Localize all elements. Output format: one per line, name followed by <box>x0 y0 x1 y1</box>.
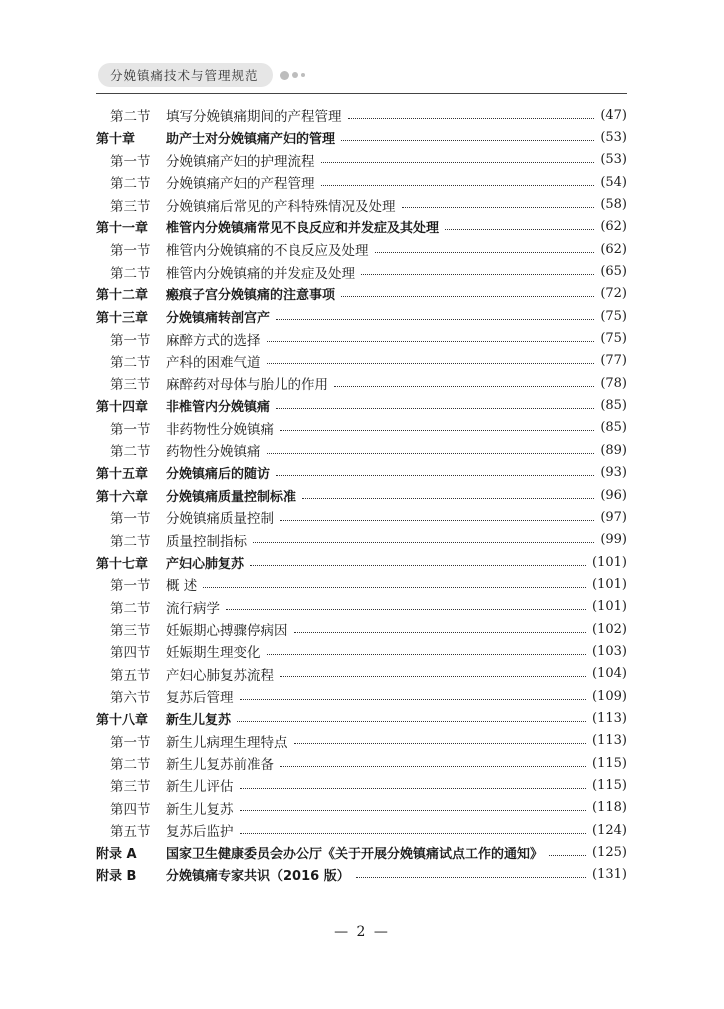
toc-entry-title: 妊娠期生理变化 <box>166 645 261 662</box>
toc-section-entry <box>96 327 627 349</box>
toc-entry-label: 第一节 <box>110 332 151 349</box>
toc-entry-label: 第二节 <box>110 600 151 617</box>
toc-chapter-entry <box>96 305 627 327</box>
toc-dot-leader <box>280 766 586 767</box>
toc-entry-label: 第二节 <box>110 265 151 282</box>
table-of-contents <box>96 104 627 886</box>
toc-dot-leader <box>375 252 595 253</box>
toc-entry-label: 第一节 <box>110 243 151 260</box>
toc-entry-title: 产妇心肺复苏流程 <box>166 667 274 684</box>
toc-section-entry <box>96 260 627 282</box>
toc-dot-leader <box>549 855 586 856</box>
toc-entry-page: (97) <box>600 509 627 525</box>
toc-entry-label: 第六节 <box>110 690 151 707</box>
toc-entry-label: 第十四章 <box>96 400 149 416</box>
toc-chapter-entry <box>96 864 627 886</box>
toc-entry-title: 新生儿复苏前准备 <box>166 757 274 774</box>
toc-entry-title: 新生儿病理生理特点 <box>166 734 288 751</box>
toc-entry-title: 分娩镇痛后常见的产科特殊情况及处理 <box>166 198 396 215</box>
toc-entry-label: 第三节 <box>110 623 151 640</box>
page-number: — 2 — <box>334 924 390 940</box>
toc-entry-page: (77) <box>600 353 627 369</box>
toc-entry-page: (115) <box>592 755 627 771</box>
toc-entry-page: (103) <box>592 643 627 659</box>
toc-entry-page: (102) <box>592 621 627 637</box>
toc-chapter-entry <box>96 484 627 506</box>
toc-entry-page: (109) <box>592 688 627 704</box>
toc-dot-leader <box>250 565 586 566</box>
toc-entry-page: (65) <box>600 264 627 280</box>
toc-dot-leader <box>240 833 587 834</box>
toc-dot-leader <box>237 721 586 722</box>
toc-entry-page: (99) <box>600 532 627 548</box>
toc-entry-page: (54) <box>600 174 627 190</box>
toc-dot-leader <box>402 207 595 208</box>
toc-section-entry <box>96 171 627 193</box>
toc-entry-title: 复苏后监护 <box>166 824 234 841</box>
toc-entry-title: 助产士对分娩镇痛产妇的管理 <box>166 132 336 148</box>
toc-entry-title: 产妇心肺复苏 <box>166 556 245 572</box>
toc-chapter-entry <box>96 283 627 305</box>
toc-dot-leader <box>276 475 594 476</box>
toc-entry-page: (62) <box>600 219 627 235</box>
toc-section-entry <box>96 752 627 774</box>
toc-entry-label: 附录 A <box>96 847 137 863</box>
toc-entry-title: 质量控制指标 <box>166 533 247 550</box>
toc-section-entry <box>96 149 627 171</box>
toc-dot-leader <box>240 699 587 700</box>
toc-dot-leader <box>240 788 587 789</box>
toc-section-entry <box>96 596 627 618</box>
toc-entry-title: 麻醉药对母体与胎儿的作用 <box>166 377 328 394</box>
toc-dot-leader <box>321 185 595 186</box>
toc-chapter-entry <box>96 216 627 238</box>
toc-section-entry <box>96 417 627 439</box>
toc-section-entry <box>96 640 627 662</box>
toc-entry-label: 第四节 <box>110 801 151 818</box>
toc-entry-label: 第十章 <box>96 132 136 148</box>
toc-entry-label: 第一节 <box>110 734 151 751</box>
toc-entry-page: (131) <box>592 867 627 883</box>
toc-section-entry <box>96 104 627 126</box>
toc-entry-page: (96) <box>600 487 627 503</box>
toc-entry-page: (58) <box>600 197 627 213</box>
toc-dot-leader <box>294 743 587 744</box>
toc-section-entry <box>96 350 627 372</box>
header-rule <box>96 93 627 94</box>
toc-entry-label: 第一节 <box>110 511 151 528</box>
toc-dot-leader <box>203 587 586 588</box>
toc-entry-title: 分娩镇痛质量控制 <box>166 511 274 528</box>
toc-dot-leader <box>321 162 595 163</box>
toc-entry-label: 第二节 <box>110 533 151 550</box>
toc-dot-leader <box>280 430 594 431</box>
toc-entry-title: 椎管内分娩镇痛的并发症及处理 <box>166 265 355 282</box>
toc-chapter-entry <box>96 126 627 148</box>
toc-entry-label: 第三节 <box>110 198 151 215</box>
toc-dot-leader <box>267 363 595 364</box>
toc-entry-title: 妊娠期心搏骤停病因 <box>166 623 288 640</box>
toc-dot-leader <box>348 118 595 119</box>
toc-entry-title: 瘢痕子宫分娩镇痛的注意事项 <box>166 288 336 304</box>
toc-entry-page: (78) <box>600 375 627 391</box>
toc-entry-page: (85) <box>600 398 627 414</box>
toc-entry-title: 分娩镇痛后的随访 <box>166 467 271 483</box>
toc-section-entry <box>96 685 627 707</box>
toc-dot-leader <box>341 140 594 141</box>
toc-entry-label: 第一节 <box>110 578 151 595</box>
toc-entry-page: (125) <box>592 845 627 861</box>
toc-entry-label: 第一节 <box>110 153 151 170</box>
toc-entry-page: (75) <box>600 331 627 347</box>
toc-entry-page: (53) <box>600 152 627 168</box>
toc-entry-label: 第二节 <box>110 444 151 461</box>
toc-chapter-entry <box>96 841 627 863</box>
toc-section-entry <box>96 618 627 640</box>
toc-entry-page: (113) <box>592 733 627 749</box>
toc-section-entry <box>96 663 627 685</box>
toc-entry-title: 复苏后管理 <box>166 690 234 707</box>
toc-entry-title: 国家卫生健康委员会办公厅《关于开展分娩镇痛试点工作的通知》 <box>166 847 544 863</box>
toc-entry-page: (75) <box>600 308 627 324</box>
toc-section-entry <box>96 238 627 260</box>
toc-entry-label: 第十六章 <box>96 489 149 505</box>
header-dots-decoration <box>277 71 305 80</box>
toc-chapter-entry <box>96 707 627 729</box>
toc-entry-page: (62) <box>600 241 627 257</box>
toc-section-entry <box>96 730 627 752</box>
toc-entry-title: 椎管内分娩镇痛的不良反应及处理 <box>166 243 369 260</box>
toc-dot-leader <box>356 877 586 878</box>
toc-dot-leader <box>240 810 587 811</box>
toc-entry-page: (72) <box>600 286 627 302</box>
toc-entry-title: 药物性分娩镇痛 <box>166 444 261 461</box>
toc-entry-title: 填写分娩镇痛期间的产程管理 <box>166 109 342 126</box>
running-header-title: 分娩镇痛技术与管理规范 <box>98 63 273 87</box>
toc-entry-label: 第五节 <box>110 824 151 841</box>
toc-entry-title: 概 述 <box>166 578 198 595</box>
toc-entry-title: 新生儿评估 <box>166 779 234 796</box>
toc-entry-label: 第四节 <box>110 645 151 662</box>
toc-chapter-entry <box>96 462 627 484</box>
toc-entry-title: 非椎管内分娩镇痛 <box>166 400 271 416</box>
toc-entry-page: (118) <box>592 800 627 816</box>
toc-dot-leader <box>302 498 594 499</box>
toc-entry-label: 第十一章 <box>96 221 149 237</box>
toc-dot-leader <box>253 542 594 543</box>
toc-dot-leader <box>294 632 587 633</box>
toc-entry-title: 分娩镇痛质量控制标准 <box>166 489 297 505</box>
toc-dot-leader <box>276 408 594 409</box>
toc-chapter-entry <box>96 394 627 416</box>
toc-section-entry <box>96 819 627 841</box>
toc-entry-label: 第二节 <box>110 354 151 371</box>
toc-section-entry <box>96 193 627 215</box>
toc-entry-label: 第十八章 <box>96 712 149 728</box>
toc-entry-title: 分娩镇痛专家共识（2016 版） <box>166 869 350 885</box>
toc-entry-page: (115) <box>592 777 627 793</box>
toc-entry-label: 第十三章 <box>96 310 149 326</box>
toc-entry-title: 分娩镇痛转剖宫产 <box>166 310 271 326</box>
toc-entry-title: 分娩镇痛产妇的护理流程 <box>166 153 315 170</box>
running-header <box>98 62 305 88</box>
toc-entry-label: 第二节 <box>110 176 151 193</box>
toc-entry-label: 第二节 <box>110 109 151 126</box>
toc-dot-leader <box>267 654 587 655</box>
toc-entry-title: 椎管内分娩镇痛常见不良反应和并发症及其处理 <box>166 221 440 237</box>
toc-section-entry <box>96 506 627 528</box>
toc-chapter-entry <box>96 551 627 573</box>
toc-entry-label: 第三节 <box>110 377 151 394</box>
toc-dot-leader <box>280 676 586 677</box>
toc-dot-leader <box>445 229 594 230</box>
toc-entry-page: (104) <box>592 666 627 682</box>
toc-entry-title: 产科的困难气道 <box>166 354 261 371</box>
toc-dot-leader <box>267 341 595 342</box>
toc-section-entry <box>96 372 627 394</box>
toc-section-entry <box>96 529 627 551</box>
toc-entry-title: 分娩镇痛产妇的产程管理 <box>166 176 315 193</box>
toc-entry-label: 第十七章 <box>96 556 149 572</box>
toc-dot-leader <box>267 453 595 454</box>
toc-section-entry <box>96 797 627 819</box>
toc-entry-label: 第十二章 <box>96 288 149 304</box>
toc-entry-page: (101) <box>592 576 627 592</box>
toc-entry-label: 第一节 <box>110 421 151 438</box>
toc-dot-leader <box>334 386 594 387</box>
toc-entry-page: (89) <box>600 442 627 458</box>
toc-entry-page: (53) <box>600 130 627 146</box>
toc-entry-title: 麻醉方式的选择 <box>166 332 261 349</box>
toc-dot-leader <box>361 274 594 275</box>
toc-entry-page: (47) <box>600 107 627 123</box>
toc-entry-label: 附录 B <box>96 869 137 885</box>
toc-entry-page: (124) <box>592 822 627 838</box>
toc-entry-page: (101) <box>592 554 627 570</box>
toc-entry-page: (85) <box>600 420 627 436</box>
toc-entry-title: 新生儿复苏 <box>166 801 234 818</box>
toc-dot-leader <box>341 296 594 297</box>
toc-entry-title: 流行病学 <box>166 600 220 617</box>
toc-entry-page: (101) <box>592 599 627 615</box>
toc-entry-label: 第三节 <box>110 779 151 796</box>
toc-entry-label: 第二节 <box>110 757 151 774</box>
toc-entry-title: 新生儿复苏 <box>166 712 232 728</box>
toc-entry-title: 非药物性分娩镇痛 <box>166 421 274 438</box>
toc-entry-page: (113) <box>592 710 627 726</box>
toc-entry-label: 第五节 <box>110 667 151 684</box>
toc-entry-label: 第十五章 <box>96 467 149 483</box>
toc-dot-leader <box>226 609 586 610</box>
toc-section-entry <box>96 774 627 796</box>
toc-dot-leader <box>280 520 594 521</box>
toc-dot-leader <box>276 319 594 320</box>
toc-entry-page: (93) <box>600 465 627 481</box>
toc-section-entry <box>96 439 627 461</box>
toc-section-entry <box>96 573 627 595</box>
